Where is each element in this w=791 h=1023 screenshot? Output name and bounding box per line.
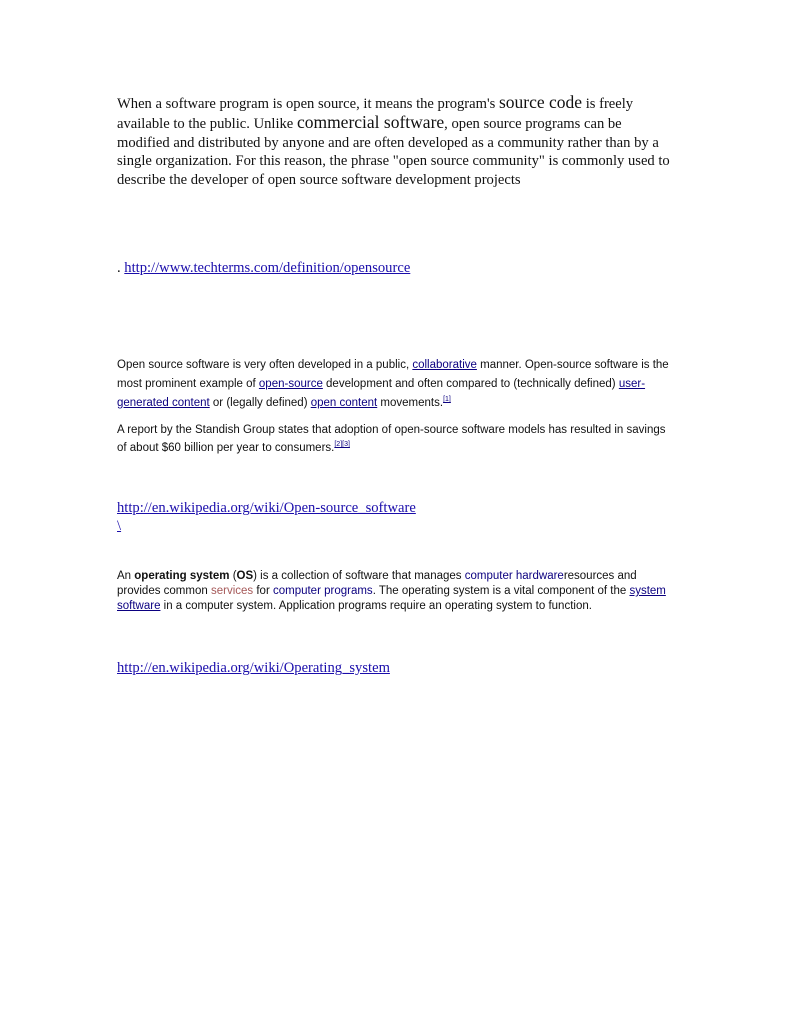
text: ( <box>229 570 237 582</box>
link-computer-hardware[interactable]: computer hardware <box>464 570 564 582</box>
text: movements. <box>377 397 444 409</box>
term-source-code: source code <box>498 92 583 112</box>
text: ) is a collection of software that manages <box>253 570 465 582</box>
footnote-ref-label: [1] <box>443 396 451 404</box>
link-open-content[interactable]: open content <box>310 397 378 409</box>
term-commercial-software: commercial software <box>296 112 445 133</box>
paragraph-collaborative <box>117 356 677 413</box>
text: An <box>117 570 135 582</box>
paragraph-open-source-definition <box>117 93 677 189</box>
text: Open source software is very often developed in a public, <box>117 359 413 371</box>
text: for <box>253 585 273 597</box>
source-line-techterms <box>117 258 410 278</box>
footnote-ref-2-3[interactable] <box>334 441 350 448</box>
link-wikipedia-operating-system[interactable]: http://en.wikipedia.org/wiki/Operating_system <box>117 660 390 676</box>
text: A report by the Standish Group states that adoption of open-source software models has resulted in savings of about $60 billion per year to consumers. <box>117 424 666 454</box>
paragraph-standish-report <box>117 421 677 457</box>
text: manner. Open-source software is the most prominent example of <box>117 359 669 390</box>
text: in a computer system. Application programs require an operating system to function. <box>160 600 592 612</box>
text: development and often compared to (technically defined) <box>322 378 619 390</box>
footnote-ref-1[interactable] <box>443 396 451 403</box>
prefix-text: . <box>117 260 125 276</box>
text: or (legally defined) <box>209 397 311 409</box>
paragraph-operating-system <box>117 569 677 614</box>
source-line-wikipedia-os <box>117 658 390 678</box>
term-operating-system: operating system <box>134 570 230 582</box>
text: , open source programs can be modified and distributed by anyone and are often developed as a community rather than by a single organization. For this reason, the phrase "open source community" is commonly used to describe the developer of open source software development projects <box>117 116 670 188</box>
text: When a software program is open source, it means the program's <box>117 96 499 112</box>
term-os: OS <box>236 570 254 582</box>
link-collaborative[interactable]: collaborative <box>412 359 477 371</box>
link-user-generated-content[interactable]: user-generated content <box>117 378 646 409</box>
link-computer-programs[interactable]: computer programs <box>272 585 373 597</box>
link-system-software[interactable]: system software <box>117 585 666 612</box>
link-services[interactable]: services <box>210 585 254 597</box>
link-url-text: http://en.wikipedia.org/wiki/Open-source_software <box>117 500 416 516</box>
source-line-wikipedia-oss <box>117 499 416 535</box>
text: resources and provides common <box>117 570 637 597</box>
text: . The operating system is a vital component of the <box>372 585 630 597</box>
link-continuation-text: \ <box>117 518 122 534</box>
link-techterms[interactable]: http://www.techterms.com/definition/opensource <box>124 260 411 276</box>
footnote-ref-label: [2][3] <box>334 441 350 449</box>
link-open-source[interactable]: open-source <box>258 378 323 390</box>
link-wikipedia-open-source-software[interactable] <box>117 499 416 535</box>
text: is freely available to the public. Unlike <box>117 96 634 133</box>
